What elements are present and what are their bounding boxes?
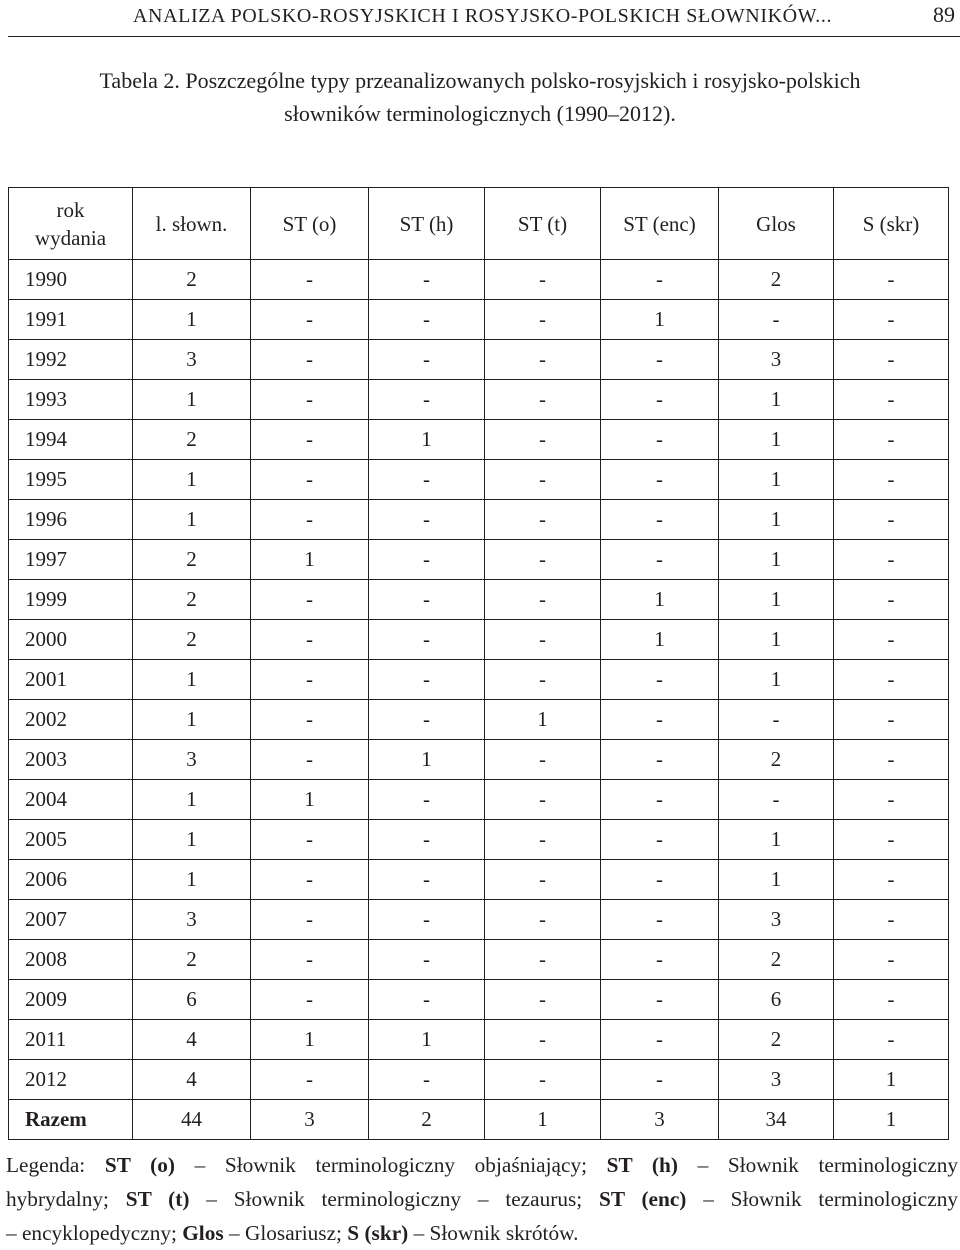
cell-st-enc: - [601,740,719,780]
cell-st-enc: - [601,420,719,460]
cell-glos: 1 [719,860,834,900]
legend-def-st-t: – Słownik terminologiczny – tezaurus; [206,1187,583,1211]
cell-st-t: - [485,900,601,940]
cell-st-h: - [369,620,485,660]
column-header-st-enc: ST (enc) [601,188,719,260]
header-rule [8,36,960,37]
column-header-year [9,188,133,260]
legend-line-1 [6,1148,958,1182]
cell-s-skr: - [834,860,949,900]
cell-count: 2 [133,540,251,580]
cell-st-enc: 1 [601,300,719,340]
cell-st-enc: 1 [601,620,719,660]
table-row [9,500,949,540]
cell-year: 2003 [9,740,133,780]
cell-st-h: - [369,460,485,500]
cell-year: 2009 [9,980,133,1020]
cell-glos: 1 [719,460,834,500]
cell-st-t: - [485,540,601,580]
cell-st-enc: - [601,460,719,500]
legend-def-s-skr: – Słownik skrótów. [413,1221,579,1245]
cell-s-skr: - [834,460,949,500]
cell-st-enc: - [601,860,719,900]
cell-count: 2 [133,940,251,980]
cell-year: 2012 [9,1060,133,1100]
cell-st-h: 1 [369,420,485,460]
cell-st-enc: - [601,500,719,540]
table-row [9,860,949,900]
cell-st-t: - [485,460,601,500]
running-head [0,0,960,36]
table-row [9,540,949,580]
legend-term-s-skr: S (skr) [347,1221,409,1245]
cell-count: 2 [133,620,251,660]
cell-year: 1997 [9,540,133,580]
cell-count: 1 [133,700,251,740]
cell-glos: 2 [719,260,834,300]
cell-count: 1 [133,380,251,420]
cell-st-h: - [369,340,485,380]
cell-count: 2 [133,420,251,460]
cell-st-h: - [369,300,485,340]
cell-st-o: - [251,940,369,980]
legend-term-st-enc: ST (enc) [598,1187,687,1211]
cell-st-enc: 1 [601,580,719,620]
cell-st-enc: - [601,660,719,700]
cell-s-skr: 1 [834,1060,949,1100]
table-row [9,380,949,420]
cell-year: 1990 [9,260,133,300]
cell-st-t: - [485,780,601,820]
cell-s-skr: - [834,780,949,820]
cell-st-t: - [485,940,601,980]
cell-s-skr: - [834,1020,949,1060]
column-header-glos: Glos [719,188,834,260]
cell-st-enc: - [601,340,719,380]
legend-line-2 [6,1182,958,1216]
cell-st-h: - [369,580,485,620]
cell-st-o: - [251,980,369,1020]
table-row [9,700,949,740]
cell-st-h: - [369,860,485,900]
cell-year: 1991 [9,300,133,340]
cell-st-t: - [485,980,601,1020]
cell-st-o: - [251,820,369,860]
cell-st-t: - [485,860,601,900]
column-header-year-line-1: rok [56,197,85,222]
cell-st-o: - [251,300,369,340]
cell-st-enc: - [601,700,719,740]
cell-count: 3 [133,740,251,780]
cell-st-o: 1 [251,540,369,580]
page-number: 89 [933,2,955,27]
cell-s-skr: - [834,580,949,620]
table-row [9,580,949,620]
cell-count: 1 [133,660,251,700]
total-cell-count: 44 [133,1100,251,1140]
cell-st-o: - [251,700,369,740]
legend-def-st-h-part-2: hybrydalny; [6,1187,109,1211]
cell-glos: 2 [719,940,834,980]
cell-s-skr: - [834,900,949,940]
cell-st-h: - [369,700,485,740]
cell-glos: 3 [719,900,834,940]
cell-st-o: - [251,340,369,380]
cell-st-t: - [485,1060,601,1100]
cell-st-o: - [251,500,369,540]
cell-s-skr: - [834,660,949,700]
cell-st-o: 1 [251,780,369,820]
cell-glos: 1 [719,540,834,580]
cell-st-h: - [369,540,485,580]
cell-st-h: - [369,980,485,1020]
cell-count: 2 [133,260,251,300]
table-caption [0,64,960,130]
cell-year: 2006 [9,860,133,900]
cell-count: 3 [133,340,251,380]
legend-def-st-enc-part-1: – Słownik terminologiczny [703,1187,959,1211]
cell-glos: 1 [719,660,834,700]
cell-year: 2011 [9,1020,133,1060]
cell-st-t: - [485,300,601,340]
cell-st-enc: - [601,780,719,820]
cell-count: 6 [133,980,251,1020]
running-title: ANALIZA POLSKO-ROSYJSKICH I ROSYJSKO-POLSKICH SŁOWNIKÓW... [133,5,833,27]
cell-year: 1993 [9,380,133,420]
table-row [9,740,949,780]
cell-s-skr: - [834,620,949,660]
cell-count: 4 [133,1060,251,1100]
table-row [9,260,949,300]
cell-count: 3 [133,900,251,940]
cell-st-enc: - [601,900,719,940]
total-label: Razem [9,1100,133,1140]
cell-st-t: - [485,740,601,780]
legend-def-glos: – Glosariusz; [228,1221,342,1245]
cell-count: 1 [133,780,251,820]
cell-year: 1996 [9,500,133,540]
total-cell-st-t: 1 [485,1100,601,1140]
cell-st-enc: - [601,820,719,860]
cell-st-t: - [485,260,601,300]
column-header-st-t: ST (t) [485,188,601,260]
cell-st-o: - [251,420,369,460]
cell-s-skr: - [834,380,949,420]
cell-glos: 1 [719,580,834,620]
cell-st-h: - [369,940,485,980]
cell-count: 1 [133,820,251,860]
cell-glos: 1 [719,420,834,460]
table-body [9,260,949,1140]
total-cell-s-skr: 1 [834,1100,949,1140]
cell-st-t: - [485,1020,601,1060]
table-row [9,940,949,980]
cell-st-enc: - [601,1020,719,1060]
cell-count: 1 [133,500,251,540]
cell-st-o: - [251,380,369,420]
cell-st-t: - [485,820,601,860]
table-row [9,1060,949,1100]
cell-st-h: - [369,380,485,420]
cell-s-skr: - [834,260,949,300]
cell-s-skr: - [834,300,949,340]
table-header-row [9,188,949,260]
cell-year: 1994 [9,420,133,460]
cell-st-o: - [251,740,369,780]
cell-st-o: - [251,900,369,940]
cell-s-skr: - [834,420,949,460]
cell-st-o: - [251,260,369,300]
cell-s-skr: - [834,940,949,980]
total-cell-st-enc: 3 [601,1100,719,1140]
cell-glos: 1 [719,380,834,420]
caption-line-1: Tabela 2. Poszczególne typy przeanalizowanych polsko-rosyjskich i rosyjsko-polskich [99,68,861,93]
cell-count: 1 [133,860,251,900]
table-row [9,620,949,660]
cell-glos: - [719,700,834,740]
cell-st-h: 1 [369,740,485,780]
cell-st-t: - [485,620,601,660]
cell-count: 2 [133,580,251,620]
cell-s-skr: - [834,540,949,580]
cell-st-o: - [251,860,369,900]
legend-line-3 [6,1216,958,1250]
cell-st-enc: - [601,980,719,1020]
column-header-year-line-2: wydania [34,225,107,250]
cell-glos: 1 [719,620,834,660]
cell-count: 4 [133,1020,251,1060]
total-cell-glos: 34 [719,1100,834,1140]
legend [6,1148,958,1250]
cell-st-enc: - [601,380,719,420]
cell-year: 1995 [9,460,133,500]
cell-year: 2008 [9,940,133,980]
cell-s-skr: - [834,980,949,1020]
cell-glos: 1 [719,500,834,540]
cell-st-enc: - [601,940,719,980]
cell-year: 2002 [9,700,133,740]
legend-label: Legenda: [6,1153,86,1177]
column-header-count: l. słown. [133,188,251,260]
cell-st-h: - [369,500,485,540]
cell-year: 2004 [9,780,133,820]
cell-st-h: - [369,820,485,860]
cell-count: 1 [133,300,251,340]
legend-def-st-enc-part-2: – encyklopedyczny; [6,1221,177,1245]
total-row [9,1100,949,1140]
cell-glos: - [719,300,834,340]
column-header-s-skr: S (skr) [834,188,949,260]
cell-s-skr: - [834,340,949,380]
dictionary-types-table [8,187,949,1140]
cell-year: 1999 [9,580,133,620]
cell-st-h: 1 [369,1020,485,1060]
table-row [9,300,949,340]
cell-glos: 2 [719,740,834,780]
table-row [9,780,949,820]
cell-year: 1992 [9,340,133,380]
cell-count: 1 [133,460,251,500]
column-header-st-h: ST (h) [369,188,485,260]
cell-st-h: - [369,780,485,820]
legend-def-st-h-part-1: – Słownik terminologiczny [697,1153,959,1177]
cell-st-t: - [485,340,601,380]
cell-glos: 2 [719,1020,834,1060]
cell-year: 2000 [9,620,133,660]
table-row [9,1020,949,1060]
cell-st-t: - [485,660,601,700]
table-row [9,340,949,380]
cell-st-o: 1 [251,1020,369,1060]
cell-st-t: 1 [485,700,601,740]
legend-term-st-h: ST (h) [606,1153,678,1177]
cell-st-o: - [251,660,369,700]
cell-year: 2005 [9,820,133,860]
cell-st-enc: - [601,260,719,300]
cell-glos: - [719,780,834,820]
cell-st-enc: - [601,540,719,580]
cell-st-t: - [485,380,601,420]
cell-s-skr: - [834,700,949,740]
cell-st-o: - [251,580,369,620]
cell-st-o: - [251,1060,369,1100]
cell-year: 2001 [9,660,133,700]
cell-st-h: - [369,660,485,700]
cell-st-h: - [369,1060,485,1100]
table-row [9,420,949,460]
caption-line-2: słowników terminologicznych (1990–2012). [284,101,676,126]
cell-st-h: - [369,900,485,940]
cell-glos: 3 [719,340,834,380]
cell-st-enc: - [601,1060,719,1100]
total-cell-st-o: 3 [251,1100,369,1140]
cell-st-t: - [485,500,601,540]
cell-s-skr: - [834,500,949,540]
legend-term-st-o: ST (o) [104,1153,175,1177]
cell-st-t: - [485,580,601,620]
cell-st-o: - [251,620,369,660]
cell-glos: 6 [719,980,834,1020]
total-cell-st-h: 2 [369,1100,485,1140]
legend-term-st-t: ST (t) [125,1187,190,1211]
table-row [9,980,949,1020]
cell-glos: 3 [719,1060,834,1100]
cell-s-skr: - [834,740,949,780]
cell-st-h: - [369,260,485,300]
cell-year: 2007 [9,900,133,940]
table-row [9,460,949,500]
column-header-st-o: ST (o) [251,188,369,260]
cell-st-t: - [485,420,601,460]
legend-def-st-o: – Słownik terminologiczny objaśniający; [194,1153,588,1177]
legend-term-glos: Glos [182,1221,224,1245]
cell-st-o: - [251,460,369,500]
cell-s-skr: - [834,820,949,860]
table-row [9,820,949,860]
table-row [9,660,949,700]
table-row [9,900,949,940]
cell-glos: 1 [719,820,834,860]
